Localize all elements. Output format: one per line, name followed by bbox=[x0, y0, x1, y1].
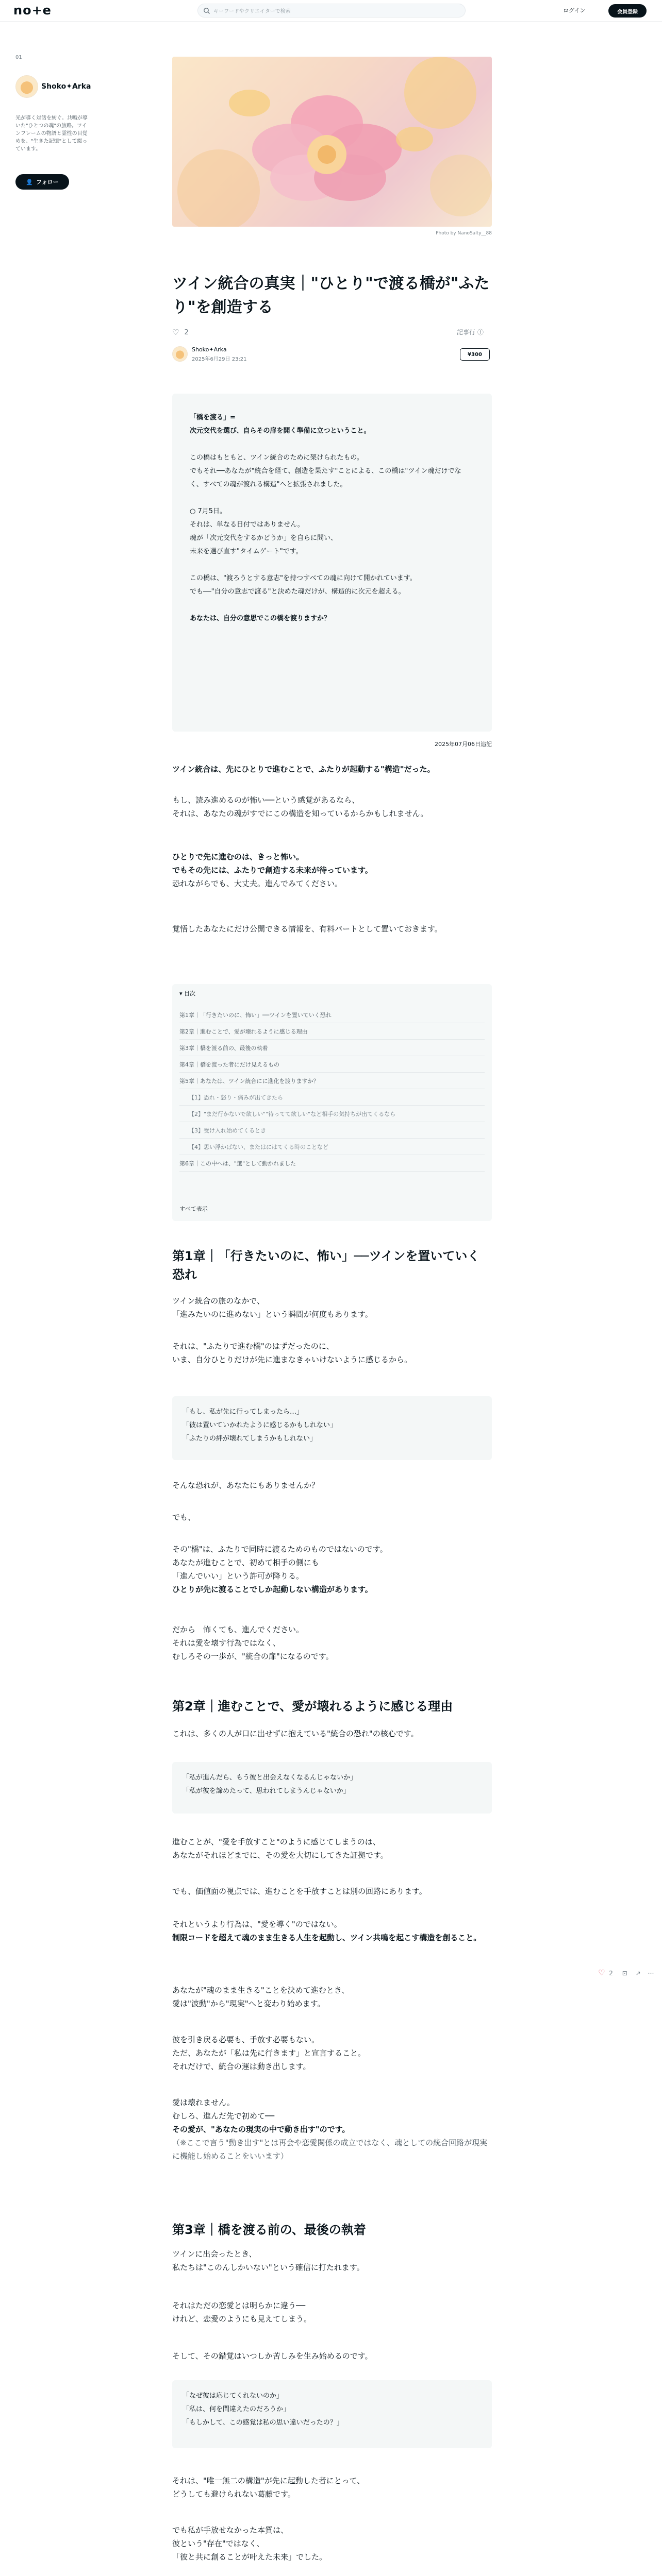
paragraph bbox=[172, 2033, 492, 2073]
line: むしろ、進んだ先で初めて── bbox=[172, 2111, 275, 2121]
chevron-down-icon: ▾ bbox=[179, 990, 185, 997]
floating-actions bbox=[598, 1968, 655, 1980]
lead-heading: ツイン統合は、先にひとりで進むことで、ふたりが起動する"構造"だった。 bbox=[172, 765, 435, 774]
toc-show-all[interactable]: すべて表示 bbox=[179, 1206, 208, 1212]
intro-line: ○ 7月5日。 bbox=[190, 507, 227, 515]
follow-icon: 👤 bbox=[26, 178, 34, 185]
quote-block bbox=[172, 2380, 492, 2448]
lead-paragraph: 覚悟したあなたにだけ公開できる情報を、有料パートとして置いておきます。 bbox=[172, 924, 442, 934]
toc-item[interactable]: 第3章｜橋を渡る前の、最後の執着 bbox=[179, 1040, 485, 1056]
like-row bbox=[172, 328, 189, 337]
toc-item[interactable]: 【3】受け入れ始めてくるとき bbox=[179, 1122, 485, 1139]
line: でも私が手放せなかった本質は、 bbox=[172, 2526, 289, 2535]
quote-line: 「ふたりの絆が壊れてしまうかもしれない」 bbox=[183, 1435, 317, 1443]
price-badge: ¥300 bbox=[460, 348, 490, 361]
line: 「進みたいのに進めない」という瞬間が何度もあります。 bbox=[172, 1310, 373, 1319]
paragraph: そして、その錯覚はいつしか苦しみを生み始めるのです。 bbox=[172, 2351, 373, 2361]
line: 「進んでいい」という許可が降りる。 bbox=[172, 1571, 304, 1581]
paragraph bbox=[172, 2523, 492, 2564]
line: それはただの恋愛とは明らかに違う── bbox=[172, 2301, 306, 2310]
line: むしろその一歩が、"統合の扉"になるのです。 bbox=[172, 1652, 334, 1661]
flower-illustration bbox=[172, 57, 492, 227]
article-title: ツイン統合の真実｜"ひとり"で渡る橋が"ふたり"を創造する bbox=[172, 275, 490, 316]
paragraph bbox=[172, 1294, 492, 1321]
line: 制限コードを超えて魂のまま生きる人生を起動し、ツイン共鳴を起こす構造を創ること。 bbox=[172, 1933, 482, 1942]
line: 彼という"存在"ではなく、 bbox=[172, 2539, 264, 2548]
intro-line: 次元交代を選び、自らその扉を開く準備に立つということ。 bbox=[190, 427, 371, 435]
intro-line: この橋は、"渡ろうとする意志"を持つすべての魂に向けて開かれています。 bbox=[190, 574, 417, 582]
bookmark-icon[interactable]: ⊡ bbox=[622, 1970, 627, 1977]
avatar[interactable] bbox=[15, 75, 38, 98]
toc-header[interactable] bbox=[179, 989, 195, 997]
line: その"橋"は、ふたりで同時に渡るためのものではないのです。 bbox=[172, 1545, 388, 1554]
line: あなたが"魂のまま生きる"ことを決めて進むとき、 bbox=[172, 1986, 350, 1995]
line: それは愛を壊す行為ではなく、 bbox=[172, 1638, 280, 1648]
share-icon[interactable]: ↗ bbox=[635, 1970, 641, 1977]
quote-line: 「なぜ彼は応じてくれないのか」 bbox=[183, 2392, 284, 2400]
paragraph: でも、 bbox=[172, 1513, 196, 1522]
toc-item[interactable]: 【2】"まだ行かないで欲しい""待ってて欲しい"など相手の気持ちが出てくるなら bbox=[179, 1106, 485, 1122]
author-sidebar bbox=[15, 55, 91, 185]
heart-icon[interactable]: ♡ bbox=[172, 328, 179, 337]
intro-line: この橋はもともと、ツイン統合のために架けられたもの。 bbox=[190, 454, 363, 462]
intro-date: 2025年07月06日追記 bbox=[435, 741, 492, 748]
intro-line: でもそれ──あなたが"統合を経て、創造を果たす"ことによる、この橋は"ツイン魂だけでなく、すべての魂が渡れる構造"へと拡張されました。 bbox=[190, 467, 461, 488]
lead-line: 恐れながらでも、大丈夫。進んでみてください。 bbox=[172, 879, 342, 888]
author-name[interactable]: Shoko✦Arka bbox=[192, 346, 227, 353]
quote-block bbox=[172, 1396, 492, 1460]
paragraph bbox=[172, 1835, 492, 1862]
lead-line: もし、読み進めるのが怖い──という感覚があるなら、 bbox=[172, 795, 360, 805]
lead-line: ひとりで先に進むのは、きっと怖い。 bbox=[172, 852, 304, 861]
paragraph bbox=[172, 1623, 492, 1663]
quote-line: 「私が彼を諦めたって、思われてしまうんじゃないか」 bbox=[183, 1787, 350, 1795]
heart-icon[interactable]: ♡ bbox=[598, 1968, 605, 1977]
line: どうしても避けられない葛藤です。 bbox=[172, 2489, 295, 2499]
line: それだけで、統合の運は動き出します。 bbox=[172, 2062, 311, 2071]
photo-credit: Photo by NanoSalty__88 bbox=[436, 231, 492, 236]
intro-line: あなたは、自分の意思でこの橋を渡りますか？ bbox=[190, 615, 331, 622]
line: 愛は"波動"から"現実"へと変わり始めます。 bbox=[172, 1999, 325, 2008]
paragraph: そんな恐れが、あなたにもありませんか？ bbox=[172, 1481, 320, 1490]
sidebar-author-name[interactable]: Shoko✦Arka bbox=[41, 82, 91, 91]
line: それというより行為は、"愛を導く"のではない。 bbox=[172, 1920, 342, 1929]
chapter-3-heading: 第3章｜橋を渡る前の、最後の執着 bbox=[172, 2223, 366, 2237]
line: けれど、恋愛のようにも見えてしまう。 bbox=[172, 2314, 312, 2324]
line: あなたが進むことで、初めて相手の側にも bbox=[172, 1558, 319, 1567]
paragraph bbox=[172, 2474, 492, 2501]
article-info[interactable]: 記事行 ⓘ bbox=[457, 329, 484, 336]
paragraph bbox=[172, 1918, 492, 1944]
toc-item[interactable]: 【4】思い浮かばない、またはにはてくる時のことなど bbox=[179, 1139, 485, 1155]
toc-item[interactable]: 第6章｜この中へは、"選"として動かれました bbox=[179, 1155, 485, 1172]
toc-list bbox=[179, 1007, 485, 1172]
toc-title: 目次 bbox=[184, 990, 196, 997]
paragraph bbox=[172, 2096, 492, 2163]
line: （※ここで言う"動き出す"とは再会や恋愛関係の成立ではなく、魂としての統合回路が現実に機能し始めることをいいます） bbox=[172, 2138, 488, 2161]
floating-like-count: 2 bbox=[609, 1970, 613, 1977]
sidebar-bio: 光が導く対話を紡ぐ。共鳴が導いた"ひとつの魂"の旅路。ツインフレームの物語と霊性の目覚めを、"生きた記憶"として綴っています。 bbox=[15, 115, 88, 152]
quote-line: 「彼は置いていかれたように感じるかもしれない」 bbox=[183, 1421, 337, 1429]
intro-line: でも──"自分の意志で渡る"と決めた魂だけが、構造的に次元を超える。 bbox=[190, 588, 405, 596]
paragraph bbox=[172, 1543, 492, 1596]
toc-item[interactable]: 第5章｜あなたは、ツイン統合にに進化を渡りますか？ bbox=[179, 1073, 485, 1089]
top-header bbox=[0, 0, 662, 22]
intro-line: それは、単なる日付ではありません。 bbox=[190, 521, 304, 529]
quote-line: 「もし、私が先に行ってしまったら…」 bbox=[183, 1408, 304, 1416]
table-of-contents bbox=[172, 984, 492, 1221]
line: その愛が、"あなたの現実の中で動き出す"のです。 bbox=[172, 2125, 350, 2134]
intro-line: 魂が「次元交代をするかどうか」を自らに問い、 bbox=[190, 534, 338, 542]
follow-button[interactable] bbox=[15, 174, 69, 190]
quote-line: 「私が進んだら、もう彼と出会えなくなるんじゃないか」 bbox=[183, 1774, 357, 1782]
quote-line: 「もしかして、この感覚は私の思い違いだったの？」 bbox=[183, 2419, 343, 2427]
author-row bbox=[172, 345, 492, 366]
line: ただ、あなたが「私は先に行きます」と宣言すること。 bbox=[172, 2048, 366, 2058]
line: ツインに出会ったとき、 bbox=[172, 2249, 257, 2259]
hero-image bbox=[172, 57, 492, 227]
search-input[interactable] bbox=[197, 4, 466, 18]
intro-line: 未来を選び直す"タイムゲート"です。 bbox=[190, 548, 303, 555]
line: 私たちは"このんしかいない"という確信に打たれます。 bbox=[172, 2263, 365, 2272]
more-icon[interactable]: ⋯ bbox=[648, 1970, 654, 1977]
intro-line: 「橋を渡る」= bbox=[190, 414, 236, 421]
search-icon bbox=[203, 7, 210, 14]
search-placeholder: キーワードやクリエイターで検索 bbox=[213, 9, 291, 14]
sidebar-tag: 01 bbox=[15, 55, 22, 60]
author-avatar[interactable] bbox=[172, 346, 188, 362]
paragraph bbox=[172, 2247, 492, 2274]
line: 進むことが、"愛を手放すこと"のように感じてしまうのは、 bbox=[172, 1837, 380, 1846]
note-logo[interactable]: no+e bbox=[13, 3, 52, 18]
signup-button[interactable]: 会員登録 bbox=[608, 4, 647, 18]
toc-item[interactable]: 第2章｜進むことで、愛が壊れるように感じる理由 bbox=[179, 1023, 485, 1040]
paragraph bbox=[172, 2299, 492, 2326]
quote-line: 「私は、何を間違えたのだろうか」 bbox=[183, 2405, 290, 2413]
paragraph: でも、価値面の視点では、進むことを手放すことは別の回路にあります。 bbox=[172, 1887, 427, 1896]
like-count: 2 bbox=[184, 328, 189, 336]
publish-date: 2025年6月29日 23:21 bbox=[192, 357, 247, 362]
chapter-2-heading: 第2章｜進むことで、愛が壊れるように感じる理由 bbox=[172, 1699, 453, 1714]
lead-line: それは、あなたの魂がすでにこの構造を知っているからかもしれません。 bbox=[172, 809, 428, 818]
toc-item[interactable]: 第4章｜橋を渡った者にだけ見えるもの bbox=[179, 1056, 485, 1073]
lead-line: でもその先には、ふたりで創造する未来が待っています。 bbox=[172, 866, 373, 875]
line: いま、自分ひとりだけが先に進まなきゃいけないように感じるから。 bbox=[172, 1355, 412, 1364]
paragraph bbox=[172, 1984, 492, 2010]
toc-item[interactable]: 第1章｜「行きたいのに、怖い」──ツインを置いていく恐れ bbox=[179, 1007, 485, 1023]
paragraph: これは、多くの人が口に出せずに抱えている"統合の恐れ"の核心です。 bbox=[172, 1729, 419, 1738]
line: だから 怖くても、進んでください。 bbox=[172, 1625, 304, 1634]
paragraph bbox=[172, 1340, 492, 1366]
line: あなたがそれほどまでに、その愛を大切にしてきた証拠です。 bbox=[172, 1851, 388, 1860]
line: ツイン統合の旅のなかで、 bbox=[172, 1296, 264, 1306]
lead-paragraph bbox=[172, 850, 492, 890]
line: 愛は壊れません。 bbox=[172, 2098, 235, 2107]
line: 「彼と共に創ることが叶えた未来」でした。 bbox=[172, 2552, 327, 2562]
chapter-1-heading: 第1章｜「行きたいのに、怖い」──ツインを置いていく恐れ bbox=[172, 1249, 480, 1282]
lead-paragraph bbox=[172, 793, 492, 820]
login-link[interactable]: ログイン bbox=[563, 7, 586, 14]
line: ひとりが先に渡ることでしか起動しない構造があります。 bbox=[172, 1585, 373, 1594]
line: それは、"ふたりで進む橋"のはずだったのに、 bbox=[172, 1342, 334, 1351]
line: 彼を引き戻る必要も、手放す必要もない。 bbox=[172, 2035, 320, 2044]
follow-label: フォロー bbox=[36, 179, 59, 185]
toc-item[interactable]: 【1】恐れ・怒り・痛みが出てきたら bbox=[179, 1089, 485, 1106]
quote-block bbox=[172, 1762, 492, 1814]
intro-box bbox=[172, 394, 492, 732]
line: それは、"唯一無二の構造"が先に起動した者にとって、 bbox=[172, 2476, 365, 2485]
